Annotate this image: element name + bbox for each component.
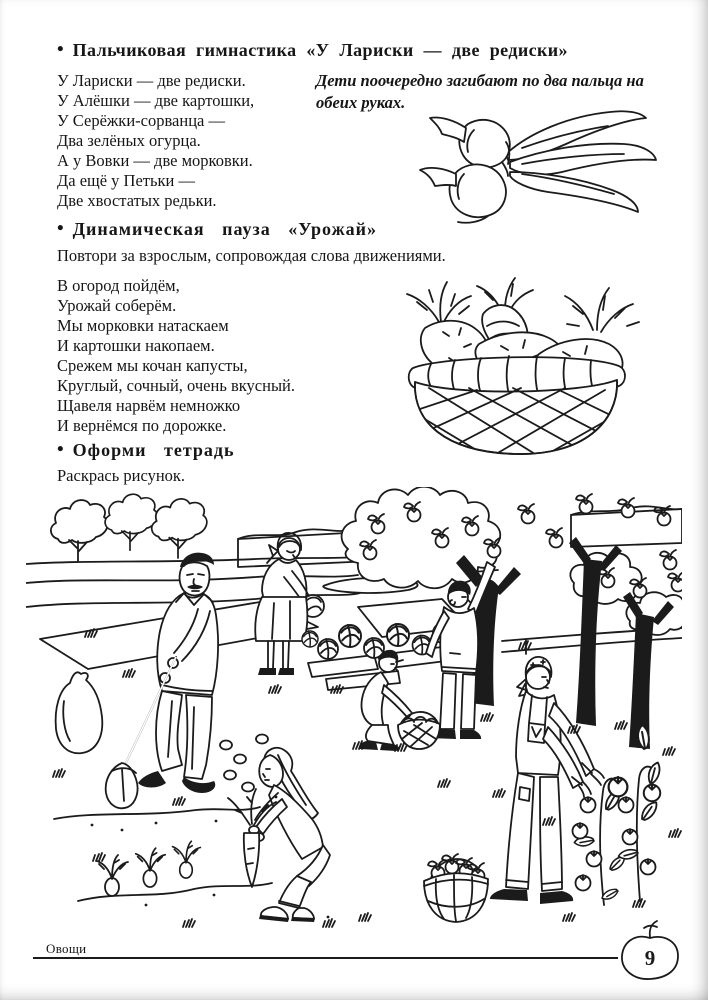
section-dynamic-pause-heading (57, 219, 377, 240)
page-number-badge (612, 918, 688, 984)
bullet-icon: • (57, 218, 64, 239)
notebook-intro: Раскрась рисунок. (57, 466, 186, 485)
dynamic-pause-intro: Повтори за взрослым, сопровождая слова движениями. (57, 246, 446, 265)
girl-pulling-carrot-figure (228, 748, 330, 922)
apple-stem-icon (644, 921, 657, 937)
poem-line: И картошки накопаем. (57, 336, 215, 355)
footer-topic-label: Овощи (46, 941, 87, 956)
poem-line: Щавеля нарвём немножко (57, 396, 241, 415)
teacher-note: Дети поочередно загибают по два пальца на обеих руках. (316, 71, 644, 112)
poem-line: Круглый, сочный, очень вкусный. (57, 376, 296, 395)
bullet-icon: • (57, 39, 64, 60)
section-notebook-heading (57, 440, 235, 461)
poem-line: Два зелёных огурца. (57, 131, 201, 150)
finger-gym-poem (57, 71, 254, 211)
section-finger-gym-heading (57, 40, 568, 61)
poem-line: Две хвостатых редьки. (57, 191, 217, 210)
section-dynamic-pause-title: Динамическая пауза «Урожай» (72, 219, 378, 239)
bullet-icon: • (57, 439, 64, 460)
poem-line: В огород пойдём, (57, 276, 180, 295)
section-notebook-title: Оформи тетрадь (72, 440, 235, 460)
man-digging-figure (106, 553, 218, 809)
woman-with-cabbage-figure (255, 533, 324, 675)
dynamic-pause-poem (57, 276, 295, 436)
poem-line: И вернёмся по дорожке. (57, 416, 227, 435)
garden-harvest-scene-illustration (26, 487, 682, 937)
poem-line: У Лариски — две редиски. (57, 71, 246, 90)
radishes-illustration (410, 102, 672, 226)
poem-line: Мы морковки натаскаем (57, 316, 229, 335)
poem-line: Срежем мы кочан капусты, (57, 356, 248, 375)
apple-basket (424, 854, 488, 922)
poem-line: У Серёжки-сорванца — (57, 111, 225, 130)
apple-trees (342, 487, 682, 749)
poem-line: Урожай соберём. (57, 296, 177, 315)
boy-with-basket-figure (359, 650, 440, 751)
sack (56, 672, 103, 753)
page-number: 9 (644, 946, 656, 970)
poem-line: А у Вовки — две морковки. (57, 151, 253, 170)
fields (26, 575, 468, 669)
poem-line: У Алёшки — две картошки, (57, 91, 255, 110)
section-finger-gym-title: Пальчиковая гимнастика «У Лариски — две редиски» (72, 40, 568, 60)
poem-line: Да ещё у Петьки — (57, 171, 196, 190)
footer-rule (33, 957, 618, 959)
carrot-basket-illustration (383, 270, 651, 466)
